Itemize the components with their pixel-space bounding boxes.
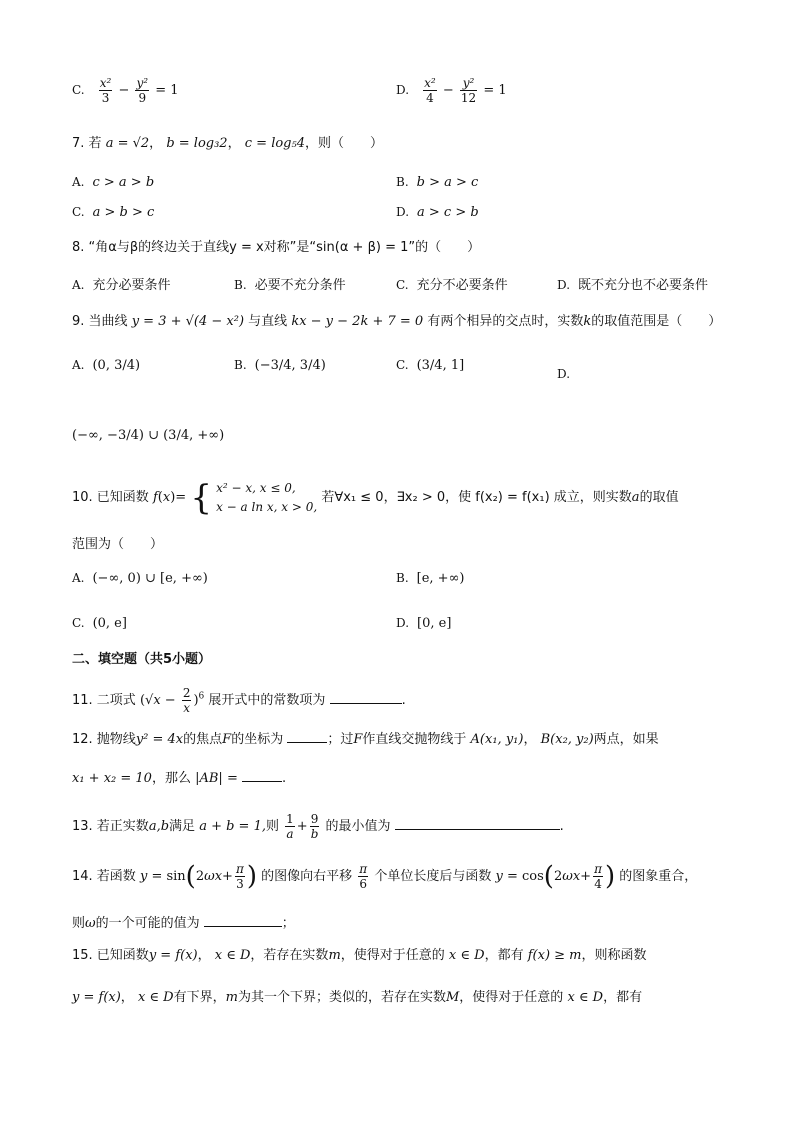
section-heading: 二、填空题（共5小题） — [72, 652, 212, 667]
answer-blank[interactable] — [204, 912, 282, 927]
q7-option-a: A. c > a > b — [72, 175, 155, 190]
question-7-stem: 7. 若 a = √2， b = log₃2， c = log₅4，则（ ） — [72, 136, 383, 151]
q8-option-d: D. 既不充分也不必要条件 — [557, 278, 709, 293]
q8-option-c: C. 充分不必要条件 — [396, 278, 508, 293]
q6-option-d: D. $\frac{\text{x²}}{4}$ − $\frac{\text{y²}}{12}$ = 1 — [396, 76, 507, 105]
piecewise-cases: x² − x, x ≤ 0, x − a ln x, x > 0, — [216, 480, 318, 514]
question-10-stem-cont: 范围为（ ） — [72, 537, 164, 552]
q10-option-c: C. (0, e] — [72, 616, 127, 631]
question-12-line1: 12. 抛物线y² = 4x的焦点F的坐标为 ；过F作直线交抛物线于 A(x₁, y₁)， B(x₂, y₂)两点，如果 — [72, 728, 659, 749]
answer-blank[interactable] — [242, 767, 282, 782]
q7-option-d: D. a > c > b — [396, 205, 479, 220]
cases-brace: { — [190, 477, 212, 518]
question-15-line1: 15. 已知函数y = f(x)， x ∈ D，若存在实数m，使得对于任意的 x ∈ D，都有 f(x) ≥ m，则称函数 — [72, 948, 647, 963]
answer-blank[interactable] — [330, 689, 402, 704]
q9-option-d: (−∞, −3/4) ∪ (3/4, +∞) — [72, 428, 225, 443]
q6-option-c: C. $\frac{\text{x²}}{3}$ − $\frac{\text{y²}}{9}$ = 1 — [72, 76, 179, 105]
question-8-stem: 8. “角α与β的终边关于直线y = x对称”是“sin(α + β) = 1”的（ ） — [72, 240, 481, 255]
answer-blank[interactable] — [395, 815, 560, 830]
q8-option-a: A. 充分必要条件 — [72, 278, 171, 293]
question-13: 13. 若正实数a,b满足 a + b = 1,则 $\frac{1}{a}$ + $\frac{9}{b}$ 的最小值为 . — [72, 812, 564, 841]
question-11: 11. 二项式 (√x − $\frac{2}{x}$ )$^6$ 展开式中的常数项为 . — [72, 686, 406, 715]
q9-option-d-label: D. — [557, 367, 571, 381]
question-14-line2: 则ω的一个可能的值为 ； — [72, 912, 295, 933]
answer-blank[interactable] — [287, 728, 327, 743]
q10-option-a: A. (−∞, 0) ∪ [e, +∞) — [72, 571, 208, 586]
q10-option-d: D. [0, e] — [396, 616, 452, 631]
q8-option-b: B. 必要不充分条件 — [234, 278, 346, 293]
question-14-line1: 14. 若函数 y = sin(2ωx+ $\frac{\pi}{3}$ ) 的图像向右平移 $\frac{\pi}{6}$ 个单位长度后与函数 y = cos(2ωx+ $\frac{\pi}{4}$ ) 的图象重合， — [72, 861, 698, 892]
q7-option-c: C. a > b > c — [72, 205, 155, 220]
q9-option-b: B. (−3/4, 3/4) — [234, 358, 326, 373]
q9-option-c: C. (3/4, 1] — [396, 358, 465, 373]
question-12-line2: x₁ + x₂ = 10，那么 |AB| = . — [72, 767, 286, 788]
q10-option-b: B. [e, +∞) — [396, 571, 465, 586]
question-15-line2: y = f(x)， x ∈ D有下界，m为其一个下界；类似的，若存在实数M，使得对于任意的 x ∈ D，都有 — [72, 990, 643, 1005]
q7-option-b: B. b > a > c — [396, 175, 479, 190]
question-9-stem: 9. 当曲线 y = 3 + √(4 − x²) 与直线 kx − y − 2k + 7 = 0 有两个相异的交点时，实数k的取值范围是（ ） — [72, 314, 722, 329]
question-10-stem: 10. 已知函数 f(x)= { x² − x, x ≤ 0, x − a ln x, x > 0, 若∀x₁ ≤ 0，∃x₂ > 0，使 f(x₂) = f(x₁) 成立，则实数a的取值 — [72, 477, 679, 518]
q9-option-a: A. (0, 3/4) — [72, 358, 141, 373]
